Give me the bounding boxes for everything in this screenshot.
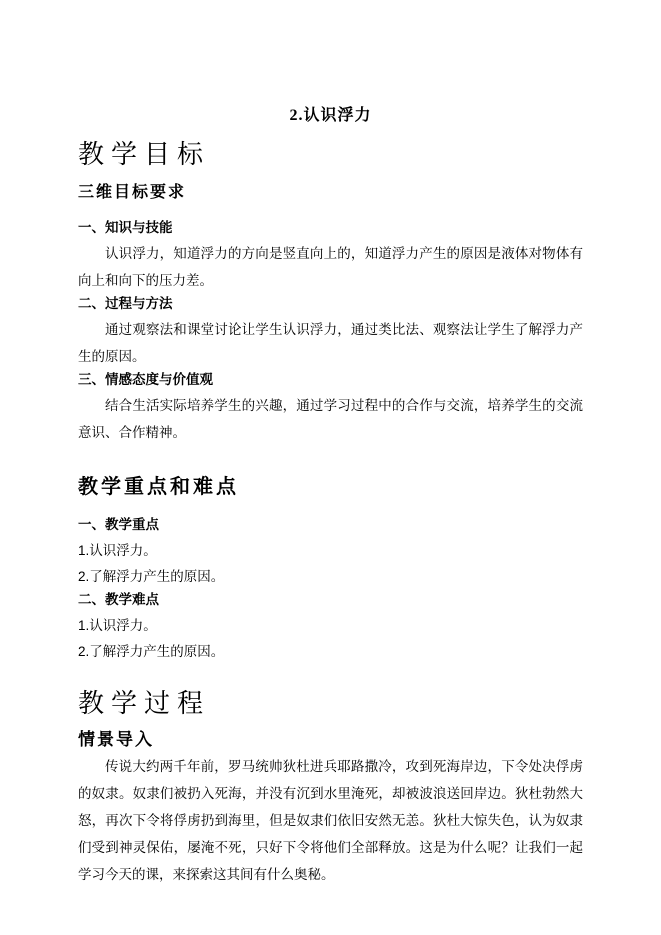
paragraph-attitudes-values: 结合生活实际培养学生的兴趣，通过学习过程中的合作与交流，培养学生的交流意识、合作精神。: [78, 398, 583, 440]
section-heading-process-methods: 二、过程与方法: [78, 296, 173, 311]
list-item-key-point-1: 1.认识浮力。: [78, 543, 157, 558]
paragraph-scenario-introduction: 传说大约两千年前，罗马统帅狄杜进兵耶路撒冷，攻到死海岸边，下令处决俘虏的奴隶。奴隶们被扔入死海，并没有沉到水里淹死，却被波浪送回岸边。狄杜勃然大怒，再次下令将俘虏扔到海里，但是奴隶们依旧安然无恙。狄杜大惊失色，认为奴隶们受到神灵保佑，屡淹不死，只好下令将他们全部释放。这是为什么呢？让我们一起学习今天的课，来探索这其间有什么奥秘。: [78, 759, 583, 882]
subheading-three-dimensional-goals: 三维目标要求: [78, 184, 187, 201]
section-heading-knowledge-skills: 一、知识与技能: [78, 220, 173, 235]
list-item-difficult-point-1: 1.认识浮力。: [78, 618, 157, 633]
paragraph-knowledge-skills: 认识浮力，知道浮力的方向是竖直向上的，知道浮力产生的原因是液体对物体有向上和向下的压力差。: [78, 246, 583, 288]
section-heading-attitudes-values: 三、情感态度与价值观: [78, 372, 213, 387]
section-heading-key-points: 一、教学重点: [78, 517, 159, 532]
doc-title: 2.认识浮力: [289, 107, 372, 124]
heading-key-and-difficult-points: 教学重点和难点: [78, 476, 239, 498]
heading-teaching-goals: 教学目标: [78, 140, 211, 169]
section-heading-difficult-points: 二、教学难点: [78, 592, 159, 607]
subheading-scenario-introduction: 情景导入: [78, 730, 154, 749]
paragraph-process-methods: 通过观察法和课堂讨论让学生认识浮力，通过类比法、观察法让学生了解浮力产生的原因。: [78, 322, 583, 364]
list-item-key-point-2: 2.了解浮力产生的原因。: [78, 569, 225, 584]
list-item-difficult-point-2: 2.了解浮力产生的原因。: [78, 644, 225, 659]
heading-teaching-process: 教学过程: [78, 689, 211, 718]
